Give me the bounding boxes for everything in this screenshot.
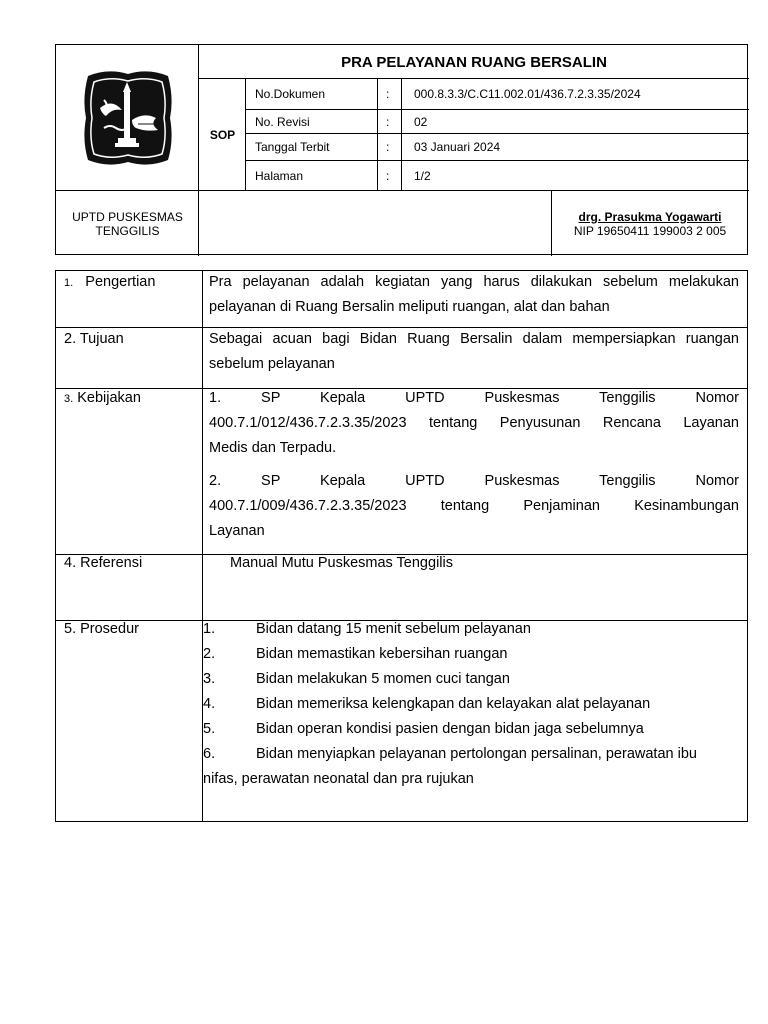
header-divider xyxy=(401,79,402,191)
meta-label-halaman: Halaman xyxy=(255,168,304,183)
text-line: Manual Mutu Puskesmas Tenggilis xyxy=(230,555,453,571)
section-label-pengertian: 1. Pengertian xyxy=(64,274,156,290)
surabaya-emblem-logo xyxy=(56,45,199,191)
meta-label-no-dokumen: No.Dokumen xyxy=(255,87,326,101)
meta-separator: : xyxy=(386,114,390,129)
organization-line1: UPTD PUSKESMAS xyxy=(72,209,183,224)
signer-block xyxy=(551,191,749,256)
section-label-tujuan: 2. Tujuan xyxy=(64,331,124,347)
meta-separator: : xyxy=(386,140,390,154)
sop-content-table xyxy=(55,270,748,822)
text-line: sebelum pelayanan xyxy=(209,356,335,372)
meta-value-halaman: 1/2 xyxy=(414,168,431,183)
procedure-list xyxy=(203,617,743,792)
procedure-step: 4. Bidan memeriksa kelengkapan dan kelayakan alat pelayanan xyxy=(203,696,651,712)
section-text-referensi xyxy=(230,551,760,576)
shield-emblem-icon xyxy=(78,68,178,168)
meta-value-tanggal-terbit: 03 Januari 2024 xyxy=(414,140,501,154)
section-text-kebijakan xyxy=(209,386,739,544)
meta-label-no-revisi: No. Revisi xyxy=(255,114,310,129)
text-line: pelayanan di Ruang Bersalin meliputi ruangan, alat dan bahan xyxy=(209,299,610,315)
sop-header-table xyxy=(55,44,748,255)
document-title: PRA PELAYANAN RUANG BERSALIN xyxy=(341,53,607,71)
header-divider xyxy=(377,79,378,191)
text-line: 400.7.1/009/436.7.2.3.35/2023 tentang Penjaminan Kesinambungan xyxy=(209,498,739,514)
text-line: Pra pelayanan adalah kegiatan yang harus dilakukan sebelum melakukan xyxy=(209,274,739,290)
header-divider xyxy=(246,109,749,110)
header-divider xyxy=(246,160,749,161)
meta-value-no-revisi: 02 xyxy=(414,114,428,129)
section-text-pengertian xyxy=(209,270,739,320)
section-label-referensi: 4. Referensi xyxy=(64,555,143,571)
organization-line2: TENGGILIS xyxy=(95,223,160,238)
text-line: Layanan xyxy=(209,523,265,539)
section-label-prosedur: 5. Prosedur xyxy=(64,621,139,637)
procedure-step: 5. Bidan operan kondisi pasien dengan bidan jaga sebelumnya xyxy=(203,721,644,737)
section-label-kebijakan: 3. Kebijakan xyxy=(64,390,141,406)
procedure-step: 3. Bidan melakukan 5 momen cuci tangan xyxy=(203,671,510,687)
text-line: 1. SP Kepala UPTD Puskesmas Tenggilis Nomor xyxy=(209,390,739,406)
procedure-step: 2. Bidan memastikan kebersihan ruangan xyxy=(203,646,508,662)
text-line: 2. SP Kepala UPTD Puskesmas Tenggilis Nomor xyxy=(209,473,739,489)
meta-value-no-dokumen: 000.8.3.3/C.C11.002.01/436.7.2.3.35/2024 xyxy=(414,87,641,101)
procedure-step: 6. Bidan menyiapkan pelayanan pertolongan persalinan, perawatan ibu xyxy=(203,746,697,762)
meta-label-tanggal-terbit: Tanggal Terbit xyxy=(255,140,330,154)
signer-nip: NIP 19650411 199003 2 005 xyxy=(573,223,727,238)
organization-name xyxy=(56,191,199,256)
text-line: 400.7.1/012/436.7.2.3.35/2023 tentang Penyusunan Rencana Layanan xyxy=(209,415,739,431)
signer-name: drg. Prasukma Yogawarti xyxy=(578,209,722,224)
meta-separator: : xyxy=(386,168,390,183)
text-line: Sebagai acuan bagi Bidan Ruang Bersalin dalam mempersiapkan ruangan xyxy=(209,331,739,347)
procedure-step-continuation: nifas, perawatan neonatal dan pra rujukan xyxy=(203,771,474,787)
section-text-tujuan xyxy=(209,327,739,377)
sop-label: SOP xyxy=(209,128,236,142)
meta-separator: : xyxy=(386,87,390,101)
text-line: Medis dan Terpadu. xyxy=(209,440,337,456)
procedure-step: 1. Bidan datang 15 menit sebelum pelayanan xyxy=(203,621,531,637)
